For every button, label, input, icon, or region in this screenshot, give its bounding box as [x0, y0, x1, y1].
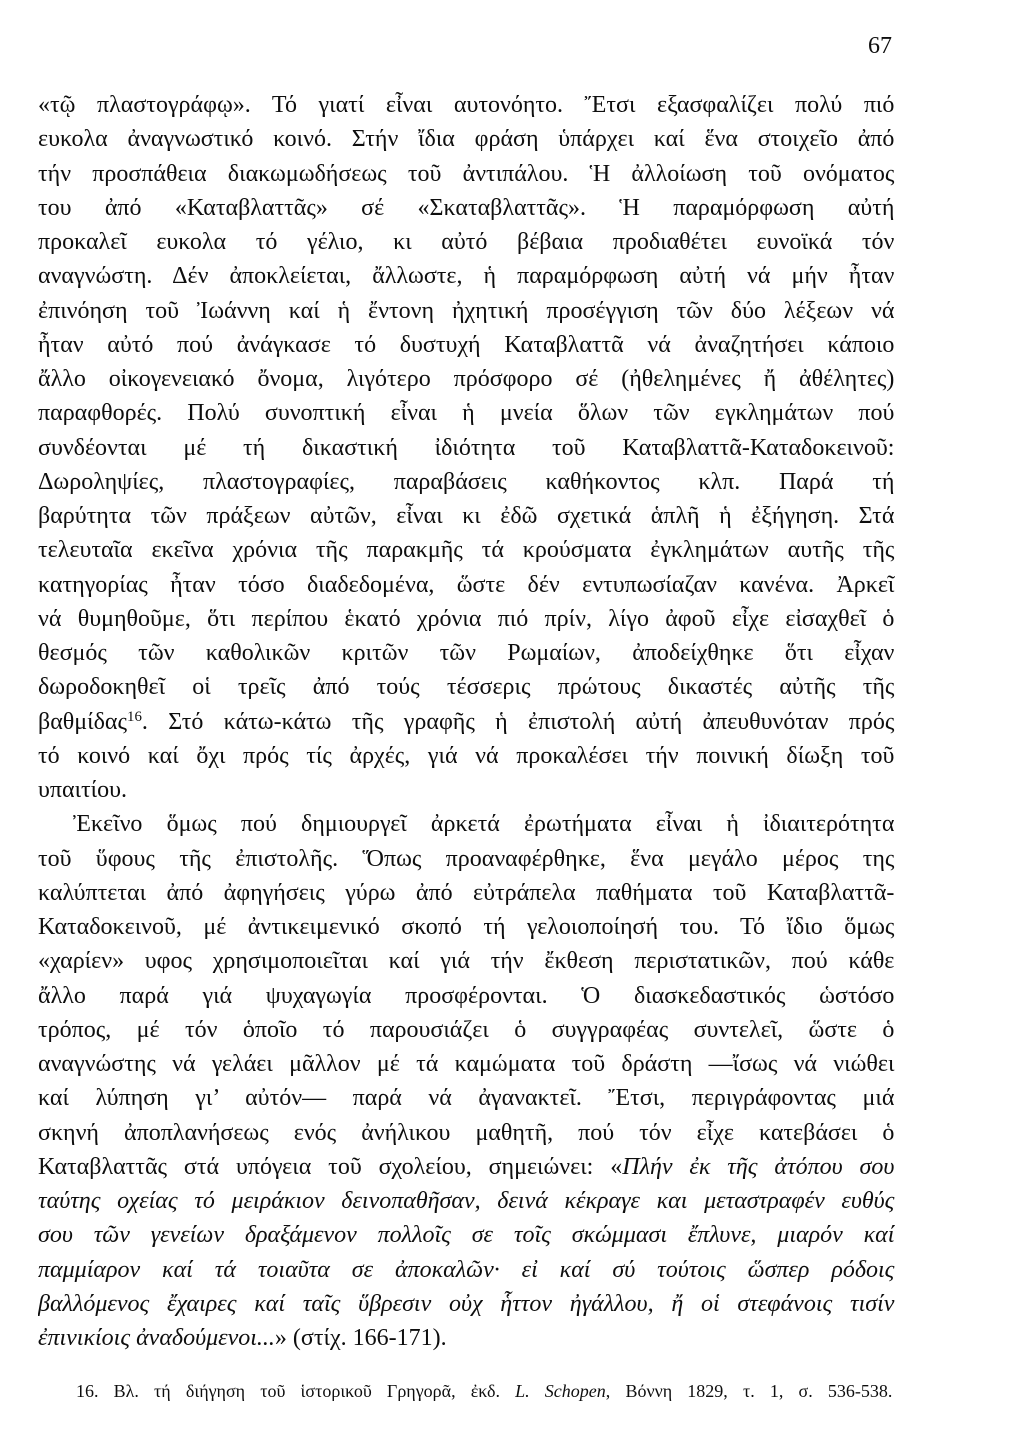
text-line — [38, 773, 895, 807]
text-run: καί λύπηση γι’ αὐτόν— παρά νά ἀγανακτεῖ. Ἔτσι, περιγράφοντας μιά — [38, 1085, 895, 1112]
text-run: τρόπος, μέ τόν ὁποῖο τό παρουσιάζει ὁ συγγραφέας συντελεῖ, ὥστε ὁ — [38, 1016, 895, 1043]
text-line — [38, 568, 895, 602]
line-content — [38, 948, 894, 974]
text-line — [38, 191, 895, 225]
line-content — [38, 914, 894, 940]
text-run: «τῷ πλαστογράφῳ». Τό γιατί εἶναι αυτονόητο. Ἔτσι εξασφαλίζει πολύ πιό — [38, 92, 895, 118]
line-content — [38, 572, 894, 598]
text-run: τό κοινό καί ὄχι πρός τίς ἀρχές, γιά νά προκαλέσει τήν ποινική δίωξη τοῦ — [38, 742, 895, 769]
text-line — [38, 362, 895, 396]
text-run: Δωροληψίες, πλαστογραφίες, παραβάσεις καθήκοντος κλπ. Παρά τή — [38, 468, 895, 495]
line-content — [38, 1017, 894, 1043]
line-content — [38, 366, 894, 392]
line-content — [38, 880, 894, 906]
line-content — [38, 640, 894, 666]
text-run: ἦταν αὐτό πού ἀνάγκασε τό δυστυχή Καταβλαττᾶ νά ἀναζητήσει κάποιο — [38, 331, 895, 358]
text-line — [38, 944, 895, 978]
text-run: δωροδοκηθεῖ οἱ τρεῖς ἀπό τούς τέσσερις πρώτους δικαστές αὐτῆς τῆς — [38, 674, 895, 701]
line-content — [38, 1325, 447, 1351]
text-line — [38, 842, 895, 876]
text-run: ἄλλο οἰκογενειακό ὄνομα, λιγότερο πρόσφορο σέ (ἠθελημένες ἤ ἀθέλητες) — [38, 366, 895, 392]
text-line — [38, 396, 895, 430]
text-line — [38, 602, 895, 636]
body-text — [38, 88, 895, 1355]
text-line — [38, 807, 895, 841]
text-line — [38, 876, 895, 910]
text-line — [38, 1150, 895, 1184]
footnote — [76, 1378, 893, 1404]
text-line — [38, 465, 895, 499]
text-run: τελευταῖα εκεῖνα χρόνια τῆς παρακμῆς τά κρούσματα ἐγκλημάτων αυτῆς τῆς — [38, 537, 895, 564]
text-run: Καταδοκεινοῦ, μέ ἀντικειμενικό σκοπό τή γελοιοποίησή του. Τό ἴδιο ὅμως — [38, 914, 895, 940]
text-line — [38, 533, 895, 567]
text-line — [38, 294, 895, 328]
footnote-line — [76, 1378, 893, 1404]
text-run: τοῦ ὕφους τῆς ἐπιστολῆς. Ὅπως προαναφέρθηκε, ἕνα μεγάλο μέρος της — [38, 845, 895, 872]
text-line — [38, 1253, 895, 1287]
text-run: . Στό κάτω-κάτω τῆς γραφῆς ἡ ἐπιστολή αὐτή ἀπευθυνόταν πρός — [141, 708, 895, 735]
line-content — [38, 777, 127, 803]
text-line — [38, 328, 895, 362]
text-line — [38, 1013, 895, 1047]
italic-text-run: L. Schopen — [515, 1381, 606, 1401]
text-line — [38, 225, 895, 259]
text-run: παραφθορές. Πολύ συνοπτική εἶναι ἡ μνεία ὅλων τῶν εγκλημάτων πού — [38, 400, 895, 427]
line-content — [38, 332, 894, 358]
line-content — [38, 469, 894, 495]
line-content — [73, 811, 894, 837]
line-content — [38, 1222, 894, 1248]
text-run: Καταβλαττᾶς στά υπόγεια τοῦ σχολείου, σημειώνει: « — [38, 1153, 623, 1180]
line-content — [38, 1188, 894, 1214]
italic-text-run: ἐπινικίοις ἀναδούμενοι... — [38, 1325, 275, 1351]
text-run: , Βόννη 1829, τ. 1, σ. 536-538. — [605, 1381, 893, 1401]
text-line — [38, 1047, 895, 1081]
line-content — [76, 1381, 892, 1401]
line-content — [38, 537, 894, 563]
italic-text-run: Πλήν ἐκ τῆς ἀτόπου σου — [622, 1153, 895, 1180]
line-content — [38, 1257, 894, 1283]
text-run: βαρύτητα τῶν πράξεων αὐτῶν, εἶναι κι ἐδῶ σχετικά ἁπλῆ ἡ ἐξήγηση. Στά — [38, 503, 895, 529]
line-content — [38, 983, 894, 1009]
line-content — [38, 126, 894, 152]
text-run: κατηγορίας ἦταν τόσο διαδεδομένα, ὥστε δέν εντυπωσίαζαν κανένα. Ἀρκεῖ — [38, 571, 895, 598]
line-content — [38, 161, 894, 187]
line-content — [38, 709, 894, 735]
text-run: τήν προσπάθεια διακωμωδήσεως τοῦ ἀντιπάλου. Ἡ ἀλλοίωση τοῦ ονόματος — [38, 160, 895, 187]
text-line — [38, 910, 895, 944]
text-run: ἄλλο παρά γιά ψυχαγωγία προσφέρονται. Ὁ διασκεδαστικός ὡστόσο — [38, 982, 895, 1009]
line-content — [38, 1291, 894, 1317]
text-run: 16. Βλ. τή διήγηση τοῦ ἱστορικοῦ Γρηγορᾶ, ἐκδ. — [76, 1381, 516, 1401]
text-line — [38, 259, 895, 293]
text-line — [38, 157, 895, 191]
line-content — [38, 846, 894, 872]
line-content — [38, 1085, 894, 1111]
footnote-reference: 16 — [127, 708, 142, 725]
line-content — [38, 400, 894, 426]
text-line — [38, 979, 895, 1013]
page-number: 67 — [868, 33, 892, 59]
text-line — [38, 1116, 895, 1150]
text-line — [38, 1218, 895, 1252]
line-content — [38, 229, 894, 255]
text-run: υπαιτίου. — [38, 777, 128, 803]
text-run: » (στίχ. 166-171). — [274, 1325, 447, 1351]
line-content — [38, 298, 894, 324]
italic-text-run: βαλλόμενος ἔχαιρες καί ταῖς ὕβρεσιν οὐχ ἧττον ἠγάλλου, ἤ οἱ στεφάνοις τισίν — [38, 1290, 895, 1317]
text-line — [38, 670, 895, 704]
text-run: ευκολα ἀναγνωστικό κοινό. Στήν ἴδια φράση ὑπάρχει καί ἕνα στοιχεῖο ἀπό — [38, 126, 895, 153]
text-line — [38, 431, 895, 465]
text-run: Ἐκεῖνο ὅμως πού δημιουργεῖ ἀρκετά ἐρωτήματα εἶναι ἡ ἰδιαιτερότητα — [73, 811, 895, 838]
text-run: «χαρίεν» υφος χρησιμοποιεῖται καί γιά τήν ἔκθεση περιστατικῶν, πού κάθε — [38, 948, 895, 975]
text-line — [38, 1287, 895, 1321]
text-line — [38, 499, 895, 533]
italic-text-run: σου τῶν γενείων δραξάμενον πολλοῖς σε τοῖς σκώμμασι ἔπλυνε, μιαρόν καί — [38, 1222, 895, 1249]
line-content — [38, 195, 894, 221]
line-content — [38, 263, 894, 289]
text-run: θεσμός τῶν καθολικῶν κριτῶν τῶν Ρωμαίων, ἀποδείχθηκε ὅτι εἶχαν — [38, 640, 895, 666]
text-run: καλύπτεται ἀπό ἀφηγήσεις γύρω ἀπό εὐτράπελα παθήματα τοῦ Καταβλαττᾶ- — [38, 879, 895, 906]
text-line — [38, 705, 895, 739]
italic-text-run: παμμίαρον καί τά τοιαῦτα σε ἀποκαλῶν· εἰ καί σύ τούτοις ὥσπερ ρόδοις — [38, 1256, 895, 1283]
text-run: προκαλεῖ ευκολα τό γέλιο, κι αὐτό βέβαια προδιαθέτει ευνοϊκά τόν — [38, 229, 895, 255]
line-content — [38, 92, 894, 118]
line-content — [38, 435, 894, 461]
text-run: ἐπινόηση τοῦ Ἰωάννη καί ἡ ἔντονη ἠχητική προσέγγιση τῶν δύο λέξεων νά — [38, 297, 895, 324]
text-run: συνδέονται μέ τή δικαστική ἰδιότητα τοῦ Καταβλαττᾶ-Καταδοκεινοῦ: — [38, 434, 895, 461]
line-content — [38, 1120, 894, 1146]
line-content — [38, 743, 894, 769]
text-line — [38, 122, 895, 156]
text-run: του ἀπό «Καταβλαττᾶς» σέ «Σκαταβλαττᾶς». Ἡ παραμόρφωση αὐτή — [38, 194, 895, 221]
line-content — [38, 1051, 894, 1077]
line-content — [38, 606, 894, 632]
text-line — [38, 88, 895, 122]
text-run: βαθμίδας — [38, 708, 127, 735]
line-content — [38, 503, 894, 529]
text-run: σκηνή ἀποπλανήσεως ενός ἀνήλικου μαθητῆ, πού τόν εἶχε κατεβάσει ὁ — [38, 1119, 895, 1146]
text-line — [38, 636, 895, 670]
text-run: αναγνώστης νά γελάει μᾶλλον μέ τά καμώματα τοῦ δράστη —ἴσως νά νιώθει — [38, 1051, 895, 1077]
text-run: αναγνώστη. Δέν ἀποκλείεται, ἄλλωστε, ἡ παραμόρφωση αὐτή νά μήν ἦταν — [38, 263, 895, 290]
text-run: νά θυμηθοῦμε, ὅτι περίπου ἑκατό χρόνια πιό πρίν, λίγο ἀφοῦ εἶχε εἰσαχθεῖ ὁ — [38, 605, 895, 632]
line-content — [38, 674, 894, 700]
text-line — [38, 1081, 895, 1115]
italic-text-run: ταύτης οχείας τό μειράκιον δεινοπαθῆσαν, δεινά κέκραγε και μεταστραφέν ευθύς — [38, 1188, 895, 1214]
line-content — [38, 1154, 894, 1180]
text-line — [38, 1184, 895, 1218]
text-line — [38, 739, 895, 773]
text-line — [38, 1321, 895, 1355]
